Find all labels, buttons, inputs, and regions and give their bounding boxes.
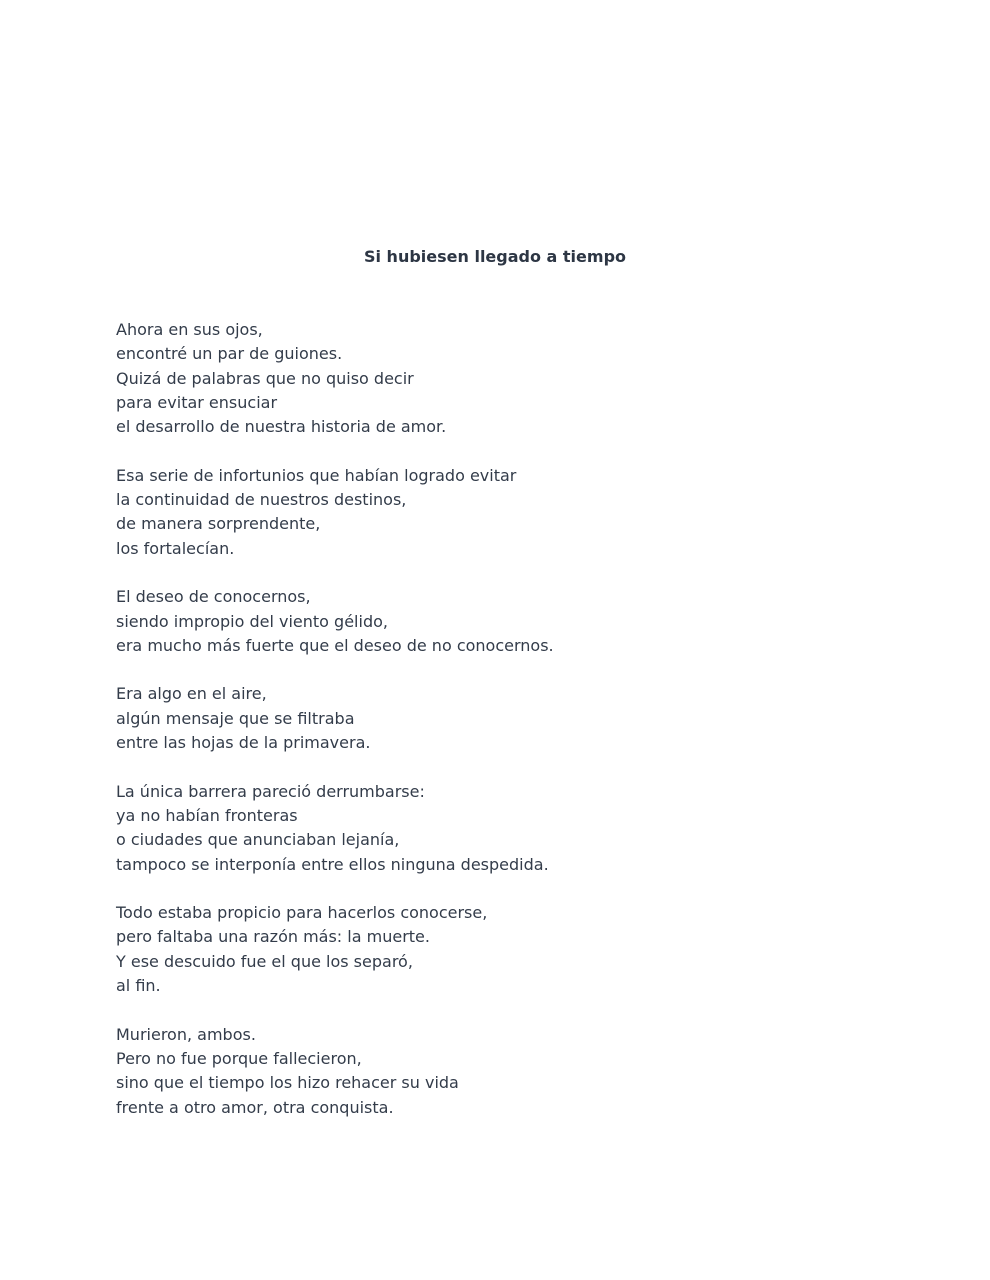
poem-line: el desarrollo de nuestra historia de amor. <box>116 417 447 437</box>
poem-line: Era algo en el aire, <box>116 684 267 704</box>
poem-line: los fortalecían. <box>116 538 235 558</box>
poem-line: ya no habían fronteras <box>116 805 298 825</box>
poem-line: Murieron, ambos. <box>116 1024 256 1044</box>
poem-line: sino que el tiempo los hizo rehacer su vida <box>116 1073 459 1093</box>
poem-line: siendo impropio del viento gélido, <box>116 611 388 631</box>
poem-line: algún mensaje que se filtraba <box>116 708 355 728</box>
poem-line: Ahora en sus ojos, <box>116 320 263 339</box>
poem-line: Y ese descuido fue el que los separó, <box>116 951 413 971</box>
poem-line: Todo estaba propicio para hacerlos conocerse, <box>116 903 488 923</box>
poem-line: El deseo de conocernos, <box>116 587 311 607</box>
stanza <box>116 780 916 877</box>
poem-line: la continuidad de nuestros destinos, <box>116 490 407 510</box>
poem-line: de manera sorprendente, <box>116 514 321 534</box>
poem-line: Quizá de palabras que no quiso decir <box>116 368 414 388</box>
poem-line: o ciudades que anunciaban lejanía, <box>116 830 400 850</box>
poem-line: La única barrera pareció derrumbarse: <box>116 781 425 801</box>
poem-body <box>116 318 916 1120</box>
poem-line: tampoco se interponía entre ellos ninguna despedida. <box>116 854 549 874</box>
stanza <box>116 682 916 755</box>
poem-line: Pero no fue porque fallecieron, <box>116 1048 362 1068</box>
poem-line: frente a otro amor, otra conquista. <box>116 1097 394 1117</box>
poem-line: al fin. <box>116 976 161 996</box>
poem-line: Esa serie de infortunios que habían logrado evitar <box>116 465 517 485</box>
poem-title: Si hubiesen llegado a tiempo <box>363 247 627 266</box>
poem-line: era mucho más fuerte que el deseo de no conocernos. <box>116 635 554 655</box>
poem-line: entre las hojas de la primavera. <box>116 733 371 753</box>
stanza <box>116 464 916 561</box>
poem-line: pero faltaba una razón más: la muerte. <box>116 927 430 947</box>
stanza <box>116 318 916 439</box>
stanza <box>116 901 916 998</box>
stanza <box>116 1023 916 1120</box>
stanza <box>116 585 916 658</box>
poem-line: para evitar ensuciar <box>116 392 278 412</box>
poem-line: encontré un par de guiones. <box>116 344 343 364</box>
